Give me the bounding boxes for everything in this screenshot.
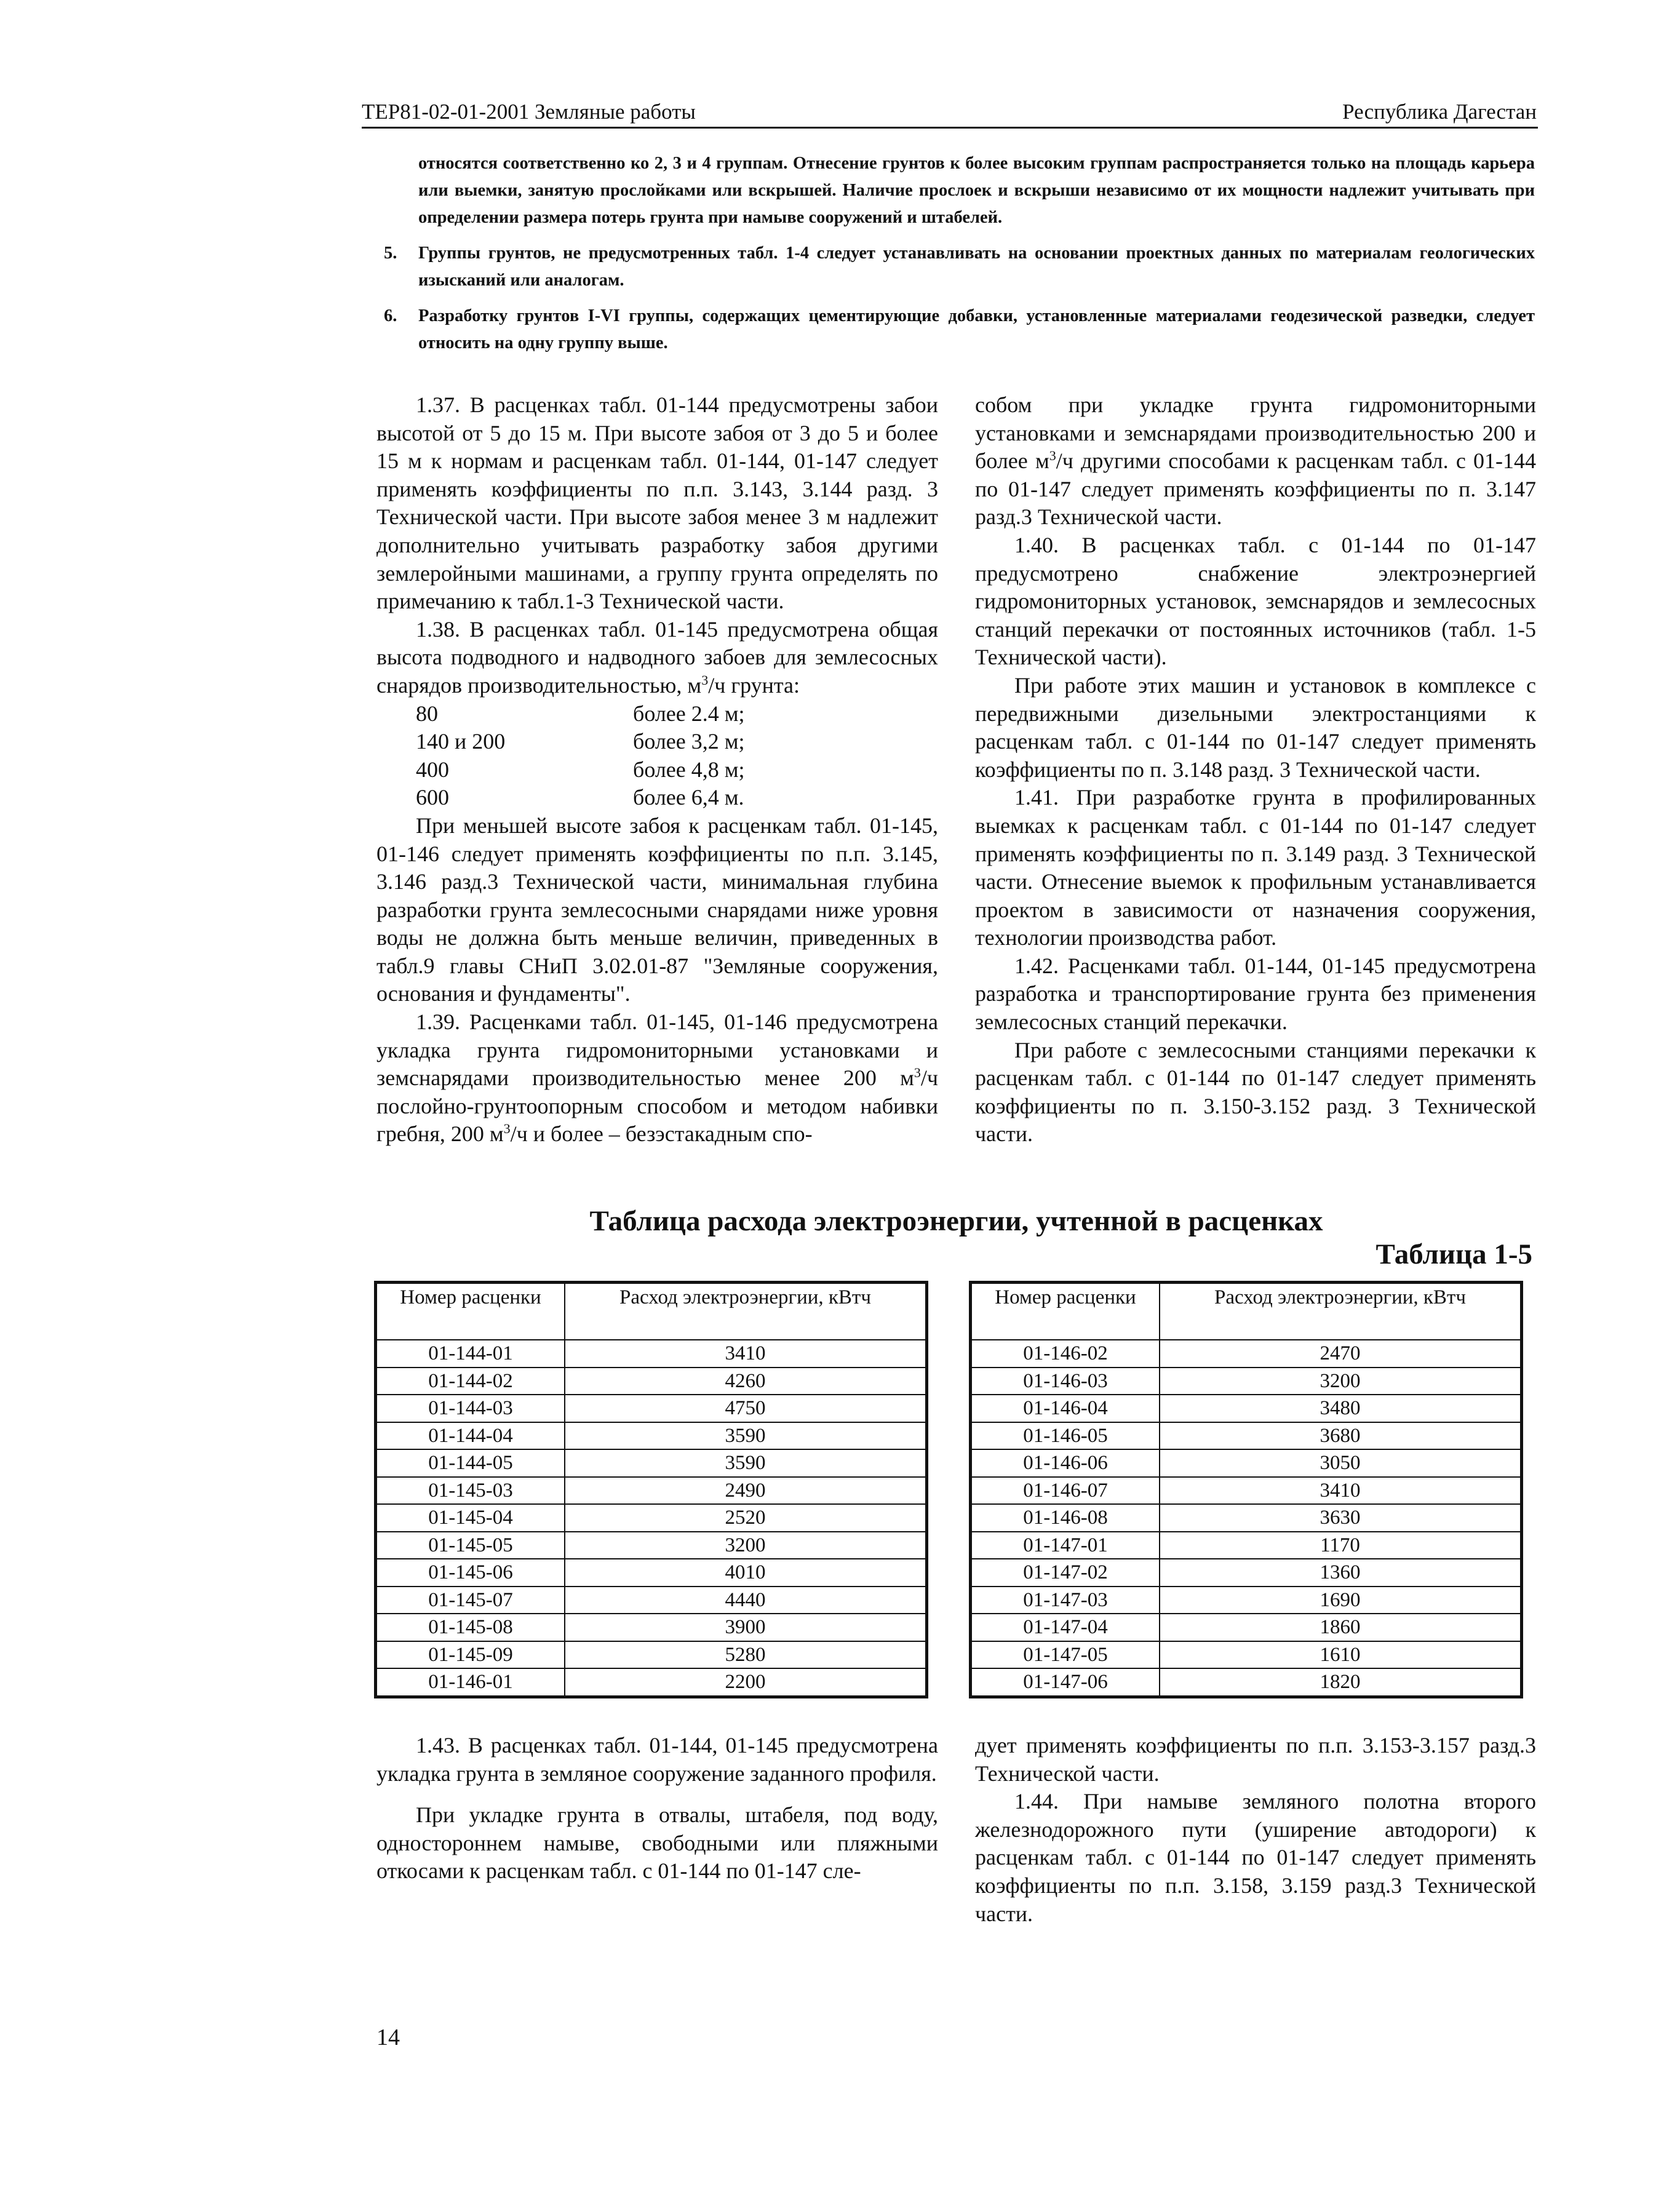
rate-code-cell: 01-145-09 (376, 1641, 565, 1669)
left-column (376, 391, 938, 1149)
rate-code-cell: 01-144-03 (376, 1395, 565, 1422)
capacity-value: 140 и 200 (416, 729, 506, 754)
notes-block (384, 150, 1535, 357)
paragraph-1-42: 1.42. Расценками табл. 01-144, 01-145 предусмотрена разработка и транспортирование грунта без применения землесосных станций перекачки. (975, 953, 1536, 1035)
rate-code-cell: 01-146-07 (971, 1477, 1160, 1505)
rate-code-cell: 01-147-04 (971, 1614, 1160, 1641)
paragraph-1-44: 1.44. При намыве земляного полотна второго железнодорожного пути (уширение автодороги) к расценкам табл. с 01-144 по 01-147 следует применять коэффициенты по п.п. 3.158, 3.159 разд.3 Технической части. (975, 1789, 1536, 1926)
energy-value-cell: 3480 (1160, 1395, 1522, 1422)
energy-value-cell: 4440 (565, 1587, 927, 1614)
page-number: 14 (376, 2025, 400, 2050)
text-span: /ч другими способами к расценкам табл. с 01-144 по 01-147 следует применять коэффициенты по п. 3.147 разд.3 Технической части. (975, 448, 1537, 530)
rate-code-cell: 01-144-01 (376, 1340, 565, 1368)
energy-value-cell: 2520 (565, 1504, 927, 1532)
table-row (971, 1668, 1522, 1697)
rate-code-cell: 01-145-04 (376, 1504, 565, 1532)
bottom-left-column (376, 1732, 938, 1885)
table-header-row (376, 1283, 927, 1340)
capacity-value: 600 (416, 785, 449, 810)
table-row (971, 1395, 1522, 1422)
energy-table-left (374, 1281, 928, 1698)
table-row (971, 1340, 1522, 1368)
paragraph-1-38-tail: При меньшей высоте забоя к расценкам табл. 01-145, 01-146 следует применять коэффициенты по п.п. 3.145, 3.146 разд.3 Технической части, минимальная глубина разработки грунта землесосными снарядами ниже уровня воды не должна быть меньше величин, приведенных в табл.9 главы СНиП 3.02.01-87 "Земляные сооружения, основания и фундаменты". (376, 813, 938, 1006)
energy-value-cell: 1610 (1160, 1641, 1522, 1669)
table-row (376, 1395, 927, 1422)
superscript: 3 (503, 1121, 511, 1137)
column-header-code: Номер расценки (376, 1283, 565, 1340)
energy-value-cell: 5280 (565, 1641, 927, 1669)
superscript: 3 (914, 1065, 921, 1081)
energy-value-cell: 1360 (1160, 1559, 1522, 1587)
table-title: Таблица расхода электроэнергии, учтенной в расценках (589, 1205, 1323, 1237)
column-header-code: Номер расценки (971, 1283, 1160, 1340)
table-row (376, 1340, 927, 1368)
capacity-value: 400 (416, 757, 449, 782)
energy-value-cell: 2470 (1160, 1340, 1522, 1368)
note-number: 6. (384, 306, 397, 325)
energy-value-cell: 3630 (1160, 1504, 1522, 1532)
text-span: 1.39. Расценками табл. 01-145, 01-146 предусмотрена укладка грунта гидромониторными установками и земснарядами производительностью менее 200 м (376, 1009, 938, 1091)
table-row (376, 1532, 927, 1559)
rate-code-cell: 01-147-05 (971, 1641, 1160, 1669)
rate-code-cell: 01-144-02 (376, 1368, 565, 1395)
note-continuation: относятся соответственно ко 2, 3 и 4 группам. Отнесение грунтов к более высоким группам распространяется только на площадь карьера или выемки, занятую прослойками или вскрышей. Наличие прослоек и вскрыши независимо от их мощности надлежит учитывать при определении размера потерь грунта при намыве сооружений и штабелей. (418, 154, 1535, 227)
rate-code-cell: 01-144-04 (376, 1422, 565, 1450)
table-row (376, 1587, 927, 1614)
energy-table-right (969, 1281, 1523, 1698)
height-row (376, 756, 938, 784)
energy-value-cell: 3680 (1160, 1422, 1522, 1450)
text-span: /ч грунта: (708, 672, 800, 698)
column-header-energy: Расход электроэнергии, кВтч (565, 1283, 927, 1340)
height-value: более 4,8 м; (633, 757, 745, 782)
rate-code-cell: 01-146-03 (971, 1368, 1160, 1395)
superscript: 3 (1049, 448, 1056, 464)
energy-value-cell: 3200 (565, 1532, 927, 1559)
superscript: 3 (701, 672, 709, 688)
table-row (376, 1504, 927, 1532)
paragraph-1-39 (376, 1008, 938, 1149)
rate-code-cell: 01-146-01 (376, 1668, 565, 1697)
energy-value-cell: 3410 (1160, 1477, 1522, 1505)
capacity-value: 80 (416, 701, 438, 726)
running-header-left: ТЕР81-02-01-2001 Земляные работы (362, 100, 696, 124)
table-row (376, 1614, 927, 1641)
note-item-5 (384, 240, 1535, 294)
energy-value-cell: 1690 (1160, 1587, 1522, 1614)
paragraph-1-43-continued: дует применять коэффициенты по п.п. 3.153-3.157 разд.3 Технической части. (975, 1733, 1536, 1786)
rate-code-cell: 01-146-02 (971, 1340, 1160, 1368)
energy-value-cell: 3410 (565, 1340, 927, 1368)
rate-code-cell: 01-146-08 (971, 1504, 1160, 1532)
height-row (376, 728, 938, 756)
energy-value-cell: 3590 (565, 1449, 927, 1477)
note-text: Группы грунтов, не предусмотренных табл. 1-4 следует устанавливать на основании проектных данных по материалам геологических изысканий или аналогам. (418, 244, 1535, 290)
rate-code-cell: 01-146-06 (971, 1449, 1160, 1477)
table-row (971, 1614, 1522, 1641)
column-header-energy: Расход электроэнергии, кВтч (1160, 1283, 1522, 1340)
rate-code-cell: 01-145-07 (376, 1587, 565, 1614)
energy-value-cell: 4750 (565, 1395, 927, 1422)
energy-value-cell: 3050 (1160, 1449, 1522, 1477)
paragraph-1-37: 1.37. В расценках табл. 01-144 предусмотрены забои высотой от 5 до 15 м. При высоте забоя от 3 до 5 и более 15 м к нормам и расценкам табл. 01-144, 01-147 следует применять коэффициенты по п.п. 3.143, 3.144 разд. 3 Технической части. При высоте забоя менее 3 м надлежит дополнительно учитывать разработку забоя другими землеройными машинами, а группу грунта определять по примечанию к табл.1-3 Технической части. (376, 392, 938, 614)
energy-value-cell: 1820 (1160, 1668, 1522, 1697)
paragraph-1-40: 1.40. В расценках табл. с 01-144 по 01-147 предусмотрено снабжение электроэнергией гидромониторных установок, земснарядов и землесосных станций перекачки от постоянных источников (табл. 1-5 Технической части). (975, 532, 1536, 670)
paragraph-1-38 (376, 616, 938, 700)
text-span: /ч послойно-грунтоопорным способом и методом набивки гребня, 200 м (376, 1065, 938, 1147)
rate-code-cell: 01-146-05 (971, 1422, 1160, 1450)
table-row (971, 1477, 1522, 1505)
running-header-right: Республика Дагестан (1342, 100, 1537, 124)
height-value: более 2.4 м; (633, 701, 745, 726)
paragraph-1-43-b: При укладке грунта в отвалы, штабеля, под воду, одностороннем намыве, свободными или пляжными откосами к расценкам табл. с 01-144 по 01-147 сле- (376, 1802, 938, 1884)
energy-value-cell: 4010 (565, 1559, 927, 1587)
bottom-right-column (975, 1732, 1536, 1928)
note-text: Разработку грунтов I-VI группы, содержащих цементирующие добавки, установленные материалами геодезической разведки, следует относить на одну группу выше. (418, 306, 1535, 352)
paragraph-1-43: 1.43. В расценках табл. 01-144, 01-145 предусмотрена укладка грунта в земляное сооружение заданного профиля. (376, 1733, 938, 1786)
height-row (376, 784, 938, 812)
table-row (971, 1504, 1522, 1532)
rate-code-cell: 01-145-06 (376, 1559, 565, 1587)
energy-value-cell: 3200 (1160, 1368, 1522, 1395)
paragraph-1-40-b: При работе этих машин и установок в комплексе с передвижными дизельными электростанциями к расценкам табл. с 01-144 по 01-147 следует применять коэффициенты по п. 3.148 разд. 3 Технической части. (975, 672, 1536, 782)
rate-code-cell: 01-147-02 (971, 1559, 1160, 1587)
rate-code-cell: 01-144-05 (376, 1449, 565, 1477)
energy-value-cell: 1170 (1160, 1532, 1522, 1559)
text-span: собом при укладке грунта гидромониторными установками и земснарядами производительностью 200 и более м (975, 392, 1536, 474)
rate-code-cell: 01-147-01 (971, 1532, 1160, 1559)
note-number: 5. (384, 244, 397, 263)
energy-value-cell: 2200 (565, 1668, 927, 1697)
paragraph-1-39-continued (975, 391, 1536, 532)
table-row (971, 1449, 1522, 1477)
rate-code-cell: 01-145-08 (376, 1614, 565, 1641)
table-row (376, 1422, 927, 1450)
table-row (971, 1368, 1522, 1395)
table-label: Таблица 1-5 (1375, 1238, 1532, 1270)
rate-code-cell: 01-147-06 (971, 1668, 1160, 1697)
rate-code-cell: 01-146-04 (971, 1395, 1160, 1422)
table-row (971, 1532, 1522, 1559)
height-value: более 3,2 м; (633, 729, 745, 754)
energy-value-cell: 2490 (565, 1477, 927, 1505)
table-row (376, 1368, 927, 1395)
table-row (971, 1559, 1522, 1587)
header-rule (362, 127, 1538, 129)
paragraph-1-41: 1.41. При разработке грунта в профилированных выемках к расценкам табл. с 01-144 по 01-147 следует применять коэффициенты по п. 3.149 разд. 3 Технической части. Отнесение выемок к профильным устанавливается проектом в зависимости от назначения сооружения, технологии производства работ. (975, 785, 1536, 950)
text-span: /ч и более – безэстакадным спо- (510, 1121, 813, 1147)
table-row (376, 1668, 927, 1697)
energy-value-cell: 3900 (565, 1614, 927, 1641)
note-item-6 (384, 303, 1535, 357)
paragraph-1-42-b: При работе с землесосными станциями перекачки к расценкам табл. с 01-144 по 01-147 следует применять коэффициенты по п. 3.150-3.152 разд. 3 Технической части. (975, 1037, 1536, 1147)
table-row (971, 1587, 1522, 1614)
rate-code-cell: 01-145-05 (376, 1532, 565, 1559)
rate-code-cell: 01-147-03 (971, 1587, 1160, 1614)
rate-code-cell: 01-145-03 (376, 1477, 565, 1505)
table-row (971, 1641, 1522, 1669)
energy-value-cell: 1860 (1160, 1614, 1522, 1641)
energy-value-cell: 4260 (565, 1368, 927, 1395)
table-row (376, 1559, 927, 1587)
text-span: 1.38. В расценках табл. 01-145 предусмотрена общая высота подводного и надводного забоев для землесосных снарядов производительностью, м (376, 616, 938, 698)
right-column (975, 391, 1536, 1149)
height-value: более 6,4 м. (633, 785, 744, 810)
table-row (376, 1477, 927, 1505)
table-row (376, 1641, 927, 1669)
table-header-row (971, 1283, 1522, 1340)
energy-value-cell: 3590 (565, 1422, 927, 1450)
table-row (376, 1449, 927, 1477)
height-row (376, 700, 938, 728)
table-row (971, 1422, 1522, 1450)
